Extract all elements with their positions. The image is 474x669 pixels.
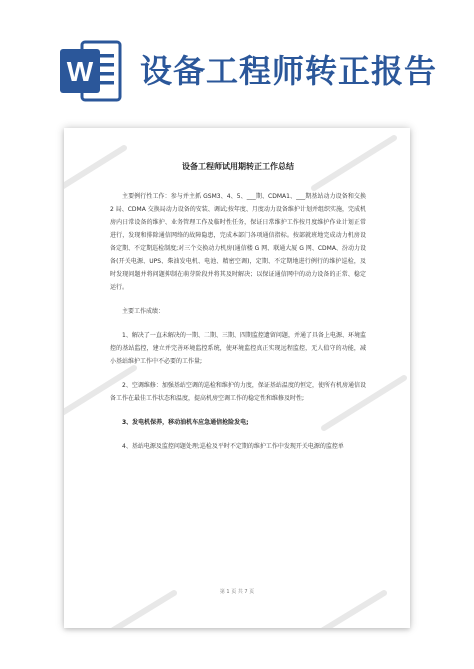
banner-title: 设备工程师转正报告	[140, 52, 438, 90]
paragraph-achievement-1: 1、解决了一直未解决的一期、二期、三期、四期监控遗留问题，并通了具备上电源、环境监控的基站监控，建立并完善环境监控系统，使环境监控真正实现远程监控，无人值守的功能，减小基站维护工作中不必要的工作量;	[110, 332, 366, 365]
document-body	[110, 160, 366, 462]
banner	[0, 0, 474, 110]
paragraph-achievement-3: 3、发电机保养，移动油机车应急通信抢险发电;	[122, 419, 249, 426]
document-title: 设备工程师试用期转正工作总结	[182, 162, 294, 171]
document-page	[64, 128, 410, 628]
paragraph-achievement-2: 2、空调维修：加强基站空调的巡检和维护的力度，保证基站温度的恒定，使所有机房通信设备工作在最佳工作状态和温度，提高机房空调工作的稳定性和维修及时性;	[110, 382, 366, 402]
paragraph-achievement-4: 4、基站电源及监控问题处理;巡检及平时不定期的维护工作中发现开关电源的监控单	[122, 443, 344, 450]
paragraph-routine-work: 主要例行性工作：参与并主抓 GSM3、4、5、___期、CDMA1、___期基站动力设备和交换 2 局、CDMA 交换局动力设备的安装、调试;按年度、月度动力设备维护计划并组织实施，完成机房内日常设备的维护、业务管理工作及临时性任务，保证日常维护工作按月度维护作业计划正常进行，发现和排除通信网络的故障隐患，完成本部门各项通信指标。按部就班地完成动力机房设备定期、不定期巡检制度;对三个交换动力机房(通信楼 G 网、联通大厦 G 网、CDMA、汾动力设备(开关电源、UPS、柴油发电机、电池、精密空调)，定期、不定期地进行例行的维护巡检，及时发现问题并将问题抑制在萌芽阶段并将其及时解决；以保证通信网中的动力设备的正常、稳定运行。	[110, 193, 366, 291]
word-document-icon	[60, 40, 122, 102]
page-number: 第 1 页 共 7 页	[219, 589, 255, 595]
word-icon-letter: W	[66, 56, 94, 87]
section-heading-achievements: 主要工作成绩：	[122, 308, 165, 315]
